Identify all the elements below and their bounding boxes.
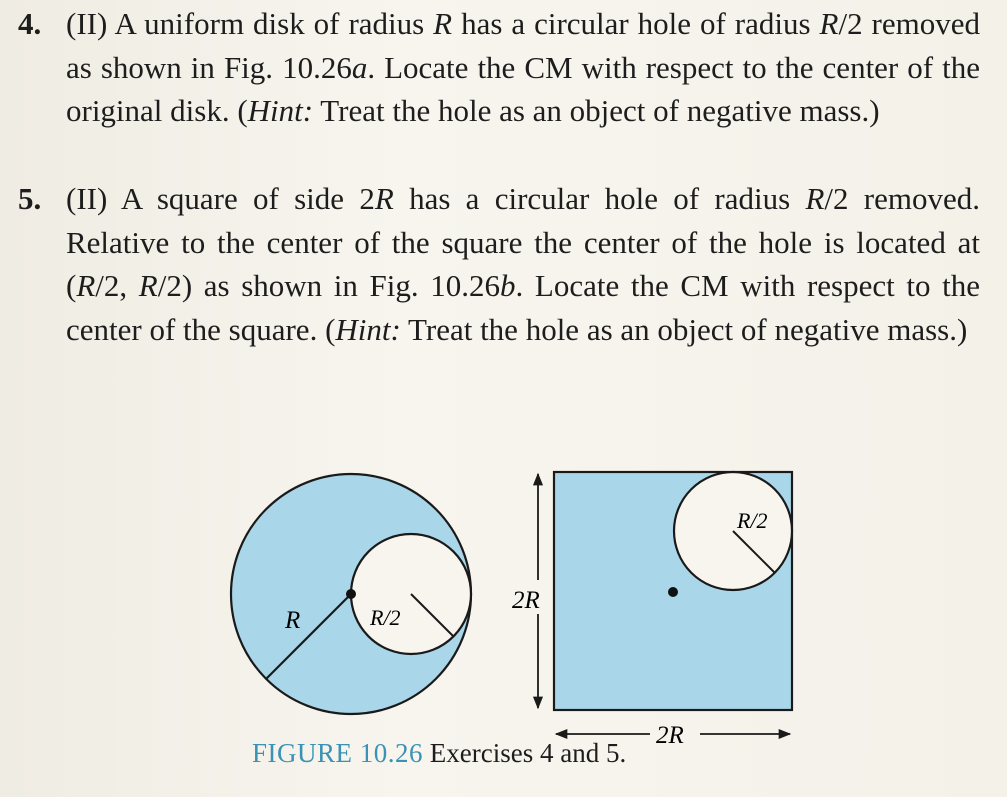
text-segment: /2, bbox=[95, 268, 139, 303]
disk-hole-radius-label: R/2 bbox=[370, 605, 401, 630]
text-segment: A uniform disk of radius bbox=[107, 6, 434, 41]
text-segment: A square of side 2 bbox=[107, 181, 375, 216]
figure-part-letter: a bbox=[351, 49, 368, 85]
text-segment: . Locate the CM with respect to the center of the square. ( bbox=[66, 268, 980, 347]
disk-center-dot bbox=[346, 589, 356, 599]
square-hole-radius-label: R/2 bbox=[737, 508, 768, 533]
square-with-hole-diagram bbox=[512, 472, 792, 749]
text-segment: has a circular hole of radius bbox=[452, 6, 820, 41]
horizontal-side-label: 2R bbox=[656, 722, 684, 749]
hint-label: Hint: bbox=[247, 93, 314, 128]
math-symbol: R bbox=[76, 268, 96, 303]
math-symbol: R bbox=[819, 6, 839, 41]
text-segment: /2) as shown in Fig. 10.26 bbox=[157, 268, 501, 303]
disk-radius-label: R bbox=[285, 607, 301, 634]
exercise-number: 4. bbox=[18, 6, 42, 41]
vertical-side-label: 2R bbox=[512, 587, 540, 614]
math-symbol: R bbox=[805, 181, 825, 216]
text-segment: Treat the hole as an object of negative mass.) bbox=[313, 93, 880, 128]
figure-caption-label: FIGURE 10.26 bbox=[252, 738, 424, 768]
difficulty-level: (II) bbox=[66, 6, 108, 41]
math-symbol: R bbox=[374, 181, 394, 216]
exercise-number: 5. bbox=[18, 181, 42, 216]
figure-caption-text: Exercises 4 and 5. bbox=[423, 738, 627, 768]
hint-label: Hint: bbox=[335, 311, 401, 347]
figure-caption bbox=[252, 738, 626, 769]
text-segment: /2 removed as shown in Fig. 10.26 bbox=[66, 6, 980, 85]
text-segment: /2 removed. Relative to the center of the square the center of the hole is located at ( bbox=[66, 181, 980, 303]
text-segment: . Locate the CM with respect to the center of the original disk. ( bbox=[66, 49, 980, 128]
square-center-dot bbox=[668, 587, 678, 597]
math-symbol: R bbox=[138, 268, 158, 303]
math-symbol: R bbox=[433, 6, 453, 41]
text-segment: has a circular hole of radius bbox=[393, 181, 806, 216]
difficulty-level: (II) bbox=[66, 181, 108, 216]
text-segment: Treat the hole as an object of negative mass.) bbox=[400, 311, 968, 347]
figure-part-letter: b bbox=[500, 268, 516, 303]
disk-with-hole-diagram bbox=[231, 474, 471, 714]
